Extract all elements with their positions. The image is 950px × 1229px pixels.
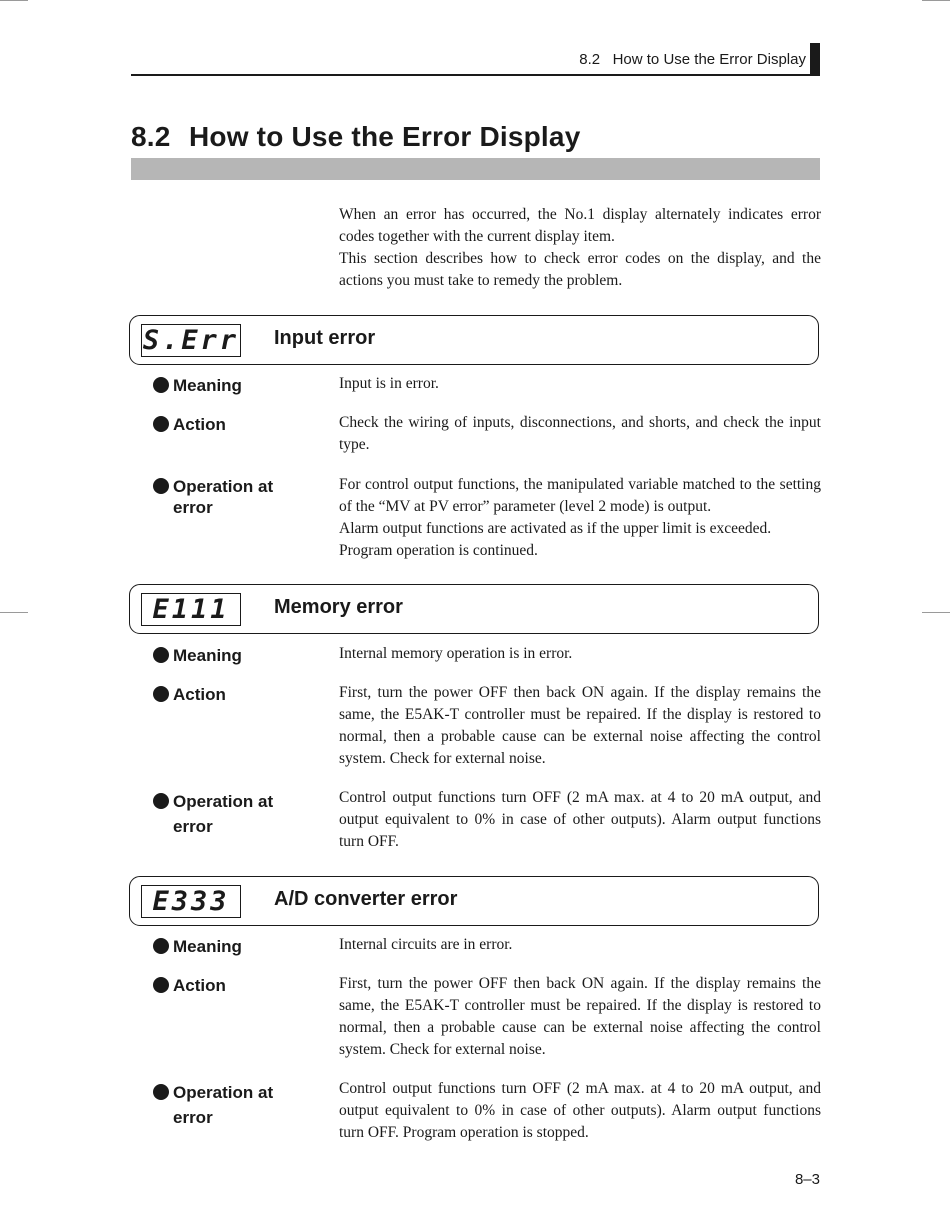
lcd-display: [141, 885, 241, 918]
meaning-label: Meaning: [153, 936, 323, 957]
error-title: A/D converter error: [274, 888, 458, 910]
meaning-text: Input is in error.: [339, 375, 439, 392]
error-title: Input error: [274, 327, 376, 349]
bullet-icon: [153, 416, 169, 432]
action-text: Check the wiring of inputs, disconnections, and shorts, and check the input type.: [339, 414, 821, 453]
section-title: [131, 121, 580, 153]
bullet-icon: [153, 647, 169, 663]
section-title-text: How to Use the Error Display: [189, 121, 581, 152]
intro-paragraph: When an error has occurred, the No.1 display alternately indicates error codes together with the current display item.: [339, 206, 821, 245]
meaning-text: Internal memory operation is in error.: [339, 645, 573, 662]
bullet-icon: [153, 686, 169, 702]
action-label: Action: [153, 414, 323, 435]
meaning-label: Meaning: [153, 375, 323, 396]
meaning-label: Meaning: [153, 645, 323, 666]
bullet-icon: [153, 793, 169, 809]
operation-label: Operation at error: [153, 789, 313, 839]
operation-text: Control output functions turn OFF (2 mA max. at 4 to 20 mA output, and output equivalent to 0% in case of other outputs). Alarm output functions turn OFF. Program operation is stopped.: [339, 1080, 821, 1141]
meaning-text: Internal circuits are in error.: [339, 936, 513, 953]
action-label: Action: [153, 684, 323, 705]
running-header: [131, 43, 820, 76]
bullet-icon: [153, 478, 169, 494]
crop-mark: [0, 612, 28, 613]
operation-label: Operation at error: [153, 1080, 303, 1130]
intro-text: [339, 204, 821, 292]
running-header-title: 8.2 How to Use the Error Display: [579, 51, 806, 68]
page-number: 8–3: [794, 1171, 820, 1188]
error-title: Memory error: [274, 596, 403, 618]
bullet-icon: [153, 1084, 169, 1100]
error-header-input: [129, 315, 819, 365]
action-text: First, turn the power OFF then back ON again. If the display remains the same, the E5AK-T controller must be repaired. If the display is restored to normal, then a probable cause can be external noise affecting the control system. Check for external noise.: [339, 684, 821, 767]
error-header-memory: [129, 584, 819, 634]
section-number: 8.2: [131, 121, 171, 152]
running-header-tab: [810, 43, 820, 76]
action-text: First, turn the power OFF then back ON again. If the display remains the same, the E5AK-T controller must be repaired. If the display is restored to normal, then a probable cause can be external noise affecting the control system. Check for external noise.: [339, 975, 821, 1058]
title-underbar: [131, 158, 820, 180]
error-code: S.Err: [142, 325, 240, 356]
lcd-display: [141, 593, 241, 626]
bullet-icon: [153, 977, 169, 993]
operation-text: Control output functions turn OFF (2 mA max. at 4 to 20 mA output, and output equivalent to 0% in case of other outputs). Alarm output functions turn OFF.: [339, 789, 821, 850]
bullet-icon: [153, 377, 169, 393]
crop-mark: [922, 0, 950, 1]
crop-mark: [0, 0, 28, 1]
crop-mark: [922, 612, 950, 613]
bullet-icon: [153, 938, 169, 954]
error-code: E111: [152, 594, 230, 625]
operation-text: For control output functions, the manipulated variable matched to the setting of the “MV at PV error” parameter (level 2 mode) is output. Alarm output functions are activated as if the upper limit is exceeded. Program operation is continued.: [339, 476, 821, 559]
error-header-ad-converter: [129, 876, 819, 926]
error-code: E333: [152, 886, 230, 917]
intro-paragraph: This section describes how to check error codes on the display, and the actions you must take to remedy the problem.: [339, 250, 821, 289]
operation-label: Operation at error: [153, 476, 313, 518]
action-label: Action: [153, 975, 323, 996]
lcd-display: [141, 324, 241, 357]
